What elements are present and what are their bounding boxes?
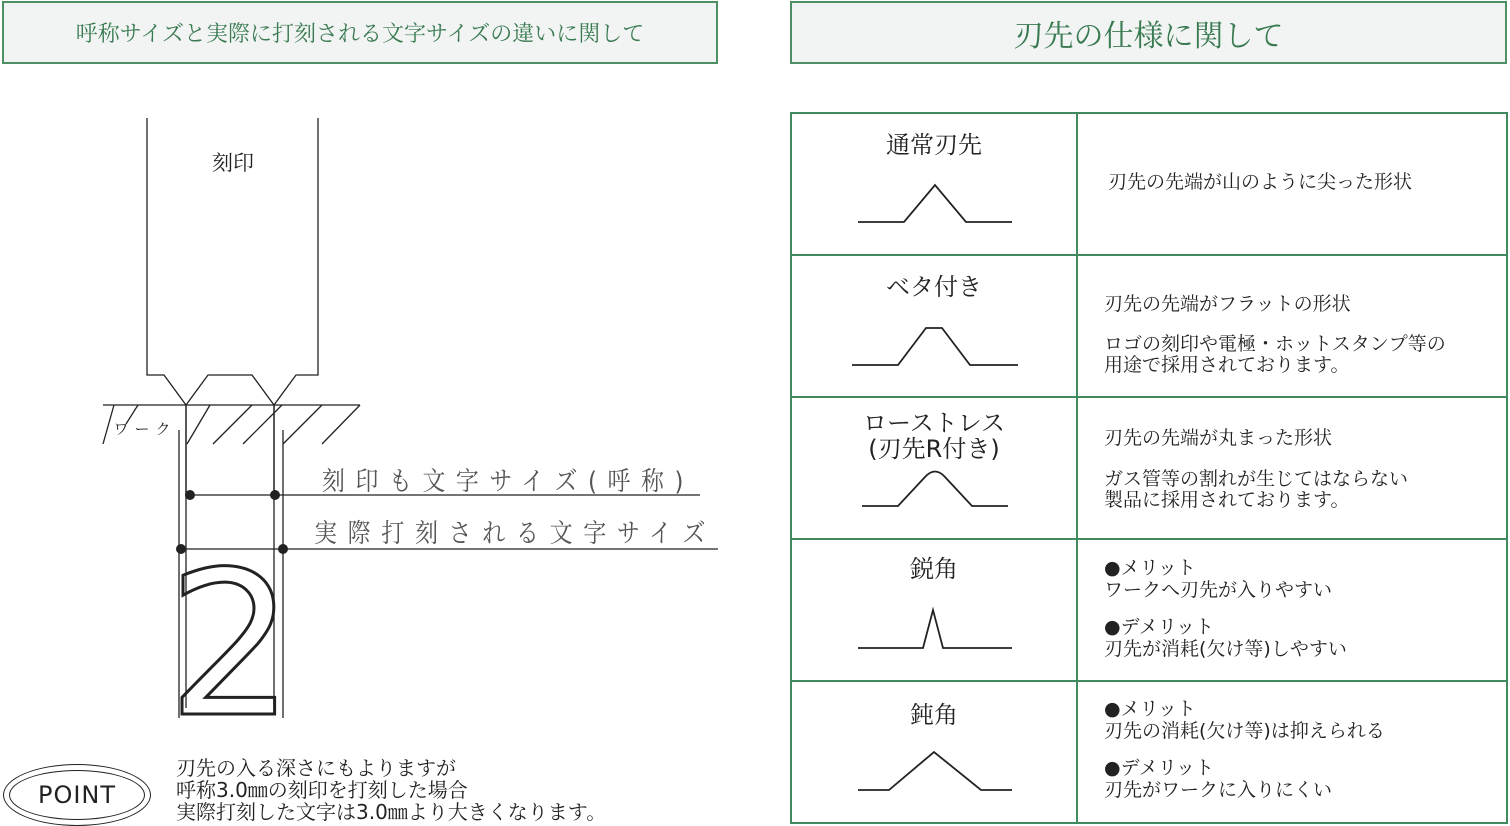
table-row: [791, 539, 1507, 681]
tip-desc-cell: [1077, 255, 1507, 397]
table-row: [791, 397, 1507, 539]
nominal-left-dot: [185, 490, 195, 500]
tip-name: 通常刃先: [886, 131, 982, 159]
point-note-line: 刃先の入る深さにもよりますが: [176, 756, 456, 780]
tip-desc-line: 刃先の先端がフラットの形状: [1104, 293, 1351, 315]
tip-name: 鋭角: [910, 555, 958, 583]
tip-desc-line: ●デメリット: [1104, 757, 1215, 779]
tip-shape-sharp: [792, 540, 1076, 680]
tip-desc-line: 刃先の先端が山のように尖った形状: [1108, 171, 1413, 193]
tip-shape-peak: [792, 114, 1076, 254]
tip-shape-flat: [792, 256, 1076, 396]
tip-desc-line: 用途で採用されております。: [1104, 354, 1350, 376]
tip-name-cell: [791, 113, 1077, 255]
point-badge-label: POINT: [37, 781, 117, 809]
section-header-size: [2, 1, 718, 64]
stamped-glyph: 2: [167, 529, 295, 730]
tip-desc-line: ●デメリット: [1104, 616, 1215, 638]
tip-name-cell: [791, 539, 1077, 681]
point-note: [176, 757, 606, 823]
tip-name: 鈍角: [910, 701, 958, 729]
tip-shape-round: [792, 398, 1076, 538]
tip-desc-line: ロゴの刻印や電極・ホットスタンプ等の: [1104, 333, 1446, 355]
section-header-size-text: 呼称サイズと実際に打刻される文字サイズの違いに関して: [75, 22, 645, 47]
stamp-label: 刻印: [212, 151, 254, 175]
tip-desc-line: 刃先がワークに入りにくい: [1104, 779, 1333, 801]
nominal-right-dot: [270, 490, 280, 500]
tip-desc-line: ワークへ刃先が入りやすい: [1104, 579, 1333, 601]
tip-name-cell: [791, 681, 1077, 823]
stamp-diagram: [0, 100, 760, 730]
tip-desc-line: 製品に採用されております。: [1104, 489, 1350, 511]
tip-name: ベタ付き: [886, 273, 982, 301]
tip-desc-cell: [1077, 681, 1507, 823]
tip-desc-cell: [1077, 539, 1507, 681]
point-note-line: 実際打刻した文字は3.0㎜より大きくなります。: [176, 800, 607, 824]
table-row: [791, 113, 1507, 255]
tip-desc-cell: [1077, 397, 1507, 539]
tip-desc-line: 刃先が消耗(欠け等)しやすい: [1104, 638, 1347, 660]
tip-desc-line: 刃先の先端が丸まった形状: [1104, 427, 1333, 449]
tip-name: ローストレス: [862, 409, 1006, 437]
actual-size-label: 実際打刻される文字サイズ: [314, 519, 716, 549]
tip-desc-line: 刃先の消耗(欠け等)は抑えられる: [1104, 720, 1385, 742]
point-note-line: 呼称3.0㎜の刻印を打刻した場合: [176, 778, 468, 802]
tip-name-cell: [791, 255, 1077, 397]
work-label: ワーク: [113, 420, 177, 438]
point-badge: [3, 764, 151, 826]
tip-name-sub: (刃先R付き): [868, 435, 1000, 463]
tip-desc-line: ●メリット: [1104, 557, 1196, 579]
tip-shape-obtuse: [792, 682, 1076, 822]
tip-desc-line: ガス管等の割れが生じてはならない: [1104, 468, 1409, 490]
table-row: [791, 255, 1507, 397]
tip-name-cell: [791, 397, 1077, 539]
tip-desc-line: ●メリット: [1104, 698, 1196, 720]
table-row: [791, 681, 1507, 823]
section-header-tip-text: 刃先の仕様に関して: [1013, 18, 1284, 54]
tip-desc-cell: [1077, 113, 1507, 255]
nominal-size-label: 刻印も文字サイズ(呼称): [322, 467, 694, 497]
tip-spec-table: [790, 112, 1508, 824]
section-header-tip: [790, 1, 1507, 64]
